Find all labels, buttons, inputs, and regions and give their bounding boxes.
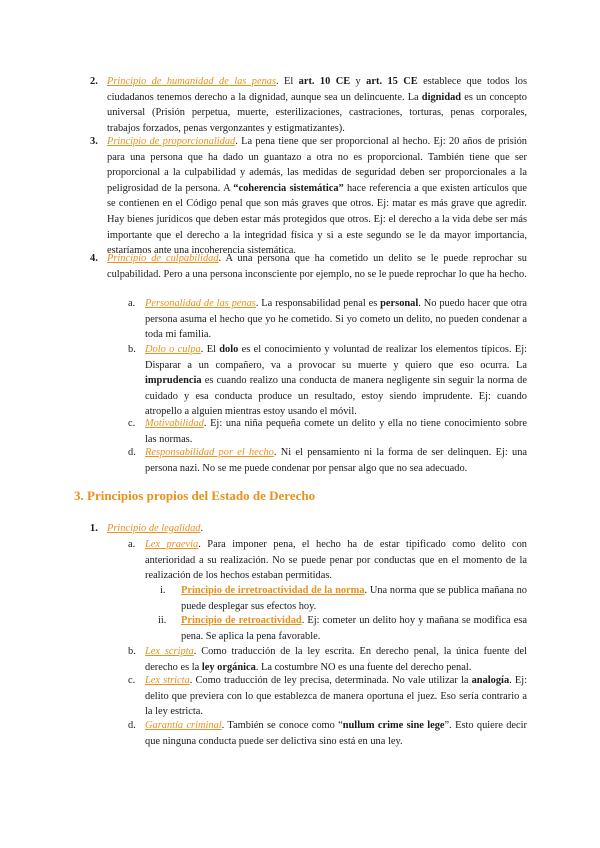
list-item-motivabilidad	[145, 416, 527, 447]
bold-term: analogía	[471, 675, 510, 686]
list-item-retroactividad	[181, 613, 527, 644]
principle-title: Garantía criminal	[145, 720, 222, 731]
text-segment: . Ej: delito que previera con lo que establezca de manera oportuna el juez. Eso sería contrario a la ley estricta.	[145, 675, 528, 718]
text-segment: . A una persona que ha cometido un delito se le puede reprochar su culpabilidad. Pero a una persona inconsciente por ejemplo, no se le puede reprochar lo que ha hecho.	[107, 253, 527, 280]
list-item-humanidad	[107, 74, 527, 136]
list-item-responsabilidad	[145, 445, 527, 476]
text-segment: . La responsabilidad penal es	[255, 298, 381, 309]
text-segment: es cuando realizo una conducta de manera negligente sin seguir la norma de cuidado y esa conducta produce un resultado, estoy siendo imprudente. Ej: cuando atropello a alguien mientras estoy usando el móvil.	[145, 375, 527, 418]
principle-title: Lex stricta	[145, 675, 190, 686]
list-roman: ii.	[158, 615, 167, 626]
list-item-garantia-criminal	[145, 718, 527, 749]
text-segment: . El	[200, 344, 220, 355]
text-segment: y	[350, 76, 367, 87]
bold-term: art. 15 CE	[366, 76, 418, 87]
principle-title: Principio de legalidad	[107, 523, 201, 534]
list-item-lex-stricta	[145, 673, 527, 720]
section-heading: 3. Principios propios del Estado de Derecho	[74, 488, 316, 503]
text-segment: ”. Esto quiere decir que ninguna conducta puede ser delictiva sino está en una ley.	[145, 720, 527, 747]
list-letter: d.	[128, 720, 136, 731]
principle-title: Dolo o culpa	[145, 344, 201, 355]
list-number: 3.	[90, 136, 98, 147]
list-number: 1.	[90, 523, 98, 534]
text-segment: . Ej: una niña pequeña comete un delito y ella no tiene conocimiento sobre las normas.	[145, 418, 527, 445]
bold-term: imprudencia	[145, 375, 202, 387]
list-item-culpabilidad	[107, 251, 527, 282]
list-number: 4.	[90, 253, 98, 264]
text-segment: . Como traducción de ley precisa, determinada. No vale utilizar la	[189, 675, 472, 686]
list-item-lex-scripta	[145, 644, 527, 675]
list-item-irretroactividad	[181, 583, 527, 614]
text-segment: . La pena tiene que ser proporcional al hecho. Ej: 20 años de prisión para una persona que ha dado un guantazo a otra no es proporcional. También tiene que ser proporcional a la culpabilidad y además, las medidas de seguridad deben ser proporcionales a la peligrosidad de la persona. A	[107, 136, 527, 194]
bold-term: nullum crime sine lege	[342, 720, 445, 731]
bold-term: art. 10 CE	[298, 76, 351, 87]
text-segment: .	[200, 523, 204, 534]
principle-title: Personalidad de las penas	[145, 298, 256, 309]
bold-term: “coherencia sistemática”	[233, 182, 344, 194]
principle-title: Motivabilidad	[145, 418, 204, 429]
principle-title: Lex scripta	[145, 646, 194, 657]
bold-term: personal	[380, 298, 419, 309]
principle-title: Principio de proporcionalidad	[107, 136, 236, 147]
text-segment: es un concepto universal (Prisión perpetua, muerte, esterilizaciones, castraciones, torturas, penas corporales, trabajos forzados, penas vergonzantes y estigmatizantes).	[107, 91, 527, 134]
principle-title: Principio de retroactividad	[181, 615, 302, 626]
text-segment: es el conocimiento y voluntad de realizar los elementos típicos. Ej: Disparar a un compañero, va a provocar su muerte y quiero que eso ocurra. La	[145, 344, 528, 371]
text-segment: . Para imponer pena, el hecho ha de estar tipificado como delito con anterioridad a su realización. No se puede penar por conductas que en el momento de la realización de los hechos estaban permitidas.	[145, 539, 527, 582]
list-number: 2.	[90, 76, 98, 87]
text-segment: hace referencia a que existen artículos que se contienen en el Código penal que son más graves que otros. Ej: matar es más grave que agredir. Hay bienes jurídicos que deben estar más protegidos que otros. Ej: el derecho a la vida debe ser más importante que el derecho a la integridad física y si a este segundo se le da mayor importancia, estaríamos ante una incoherencia sistemática.	[107, 182, 527, 257]
principle-title: Principio de culpabilidad	[107, 253, 219, 264]
list-item-legalidad	[107, 521, 527, 537]
principle-title: Lex praevia	[145, 539, 199, 550]
bold-term: dignidad	[421, 91, 462, 103]
bold-term: ley orgánica	[201, 661, 256, 673]
text-segment: . También se conoce como “	[221, 720, 343, 731]
text-segment: establece que todos los ciudadanos tenemos derecho a la dignidad, aunque sea un delincuente. La	[107, 76, 528, 103]
list-letter: a.	[128, 539, 136, 550]
text-segment: . No puedo hacer que otra persona asuma el hecho que yo he cometido. Si yo cometo un delito, no pueden condenar a toda mi familia.	[145, 298, 528, 341]
list-item-proporcionalidad	[107, 134, 527, 259]
list-letter: b.	[128, 344, 136, 355]
list-letter: c.	[128, 418, 136, 429]
text-segment: . El	[276, 76, 299, 87]
list-letter: c.	[128, 675, 136, 686]
list-item-personalidad	[145, 296, 527, 343]
text-segment: . Ni el pensamiento ni la forma de ser delinquen. Ej: una persona nazi. No se me puede condenar por pensar algo que no sea adecuado.	[145, 447, 527, 474]
text-segment: . Como traducción de la ley escrita. En derecho penal, la única fuente del derecho es la	[145, 646, 528, 673]
list-roman: i.	[160, 585, 166, 596]
list-letter: d.	[128, 447, 136, 458]
list-letter: b.	[128, 646, 136, 657]
principle-title: Responsabilidad por el hecho	[145, 447, 274, 458]
bold-term: dolo	[219, 344, 239, 355]
list-letter: a.	[128, 298, 136, 309]
principle-title: Principio de irretroactividad de la norma	[181, 585, 365, 596]
text-segment: . Una norma que se publica mañana no puede desplegar sus efectos hoy.	[181, 585, 527, 612]
text-segment: . Ej: cometer un delito hoy y mañana se modifica esa pena. Se aplica la pena favorable.	[181, 615, 527, 642]
list-item-dolo	[145, 342, 527, 420]
principle-title: Principio de humanidad de las penas	[107, 76, 277, 87]
text-segment: . La costumbre NO es una fuente del derecho penal.	[255, 661, 472, 673]
list-item-lex-praevia	[145, 537, 527, 584]
